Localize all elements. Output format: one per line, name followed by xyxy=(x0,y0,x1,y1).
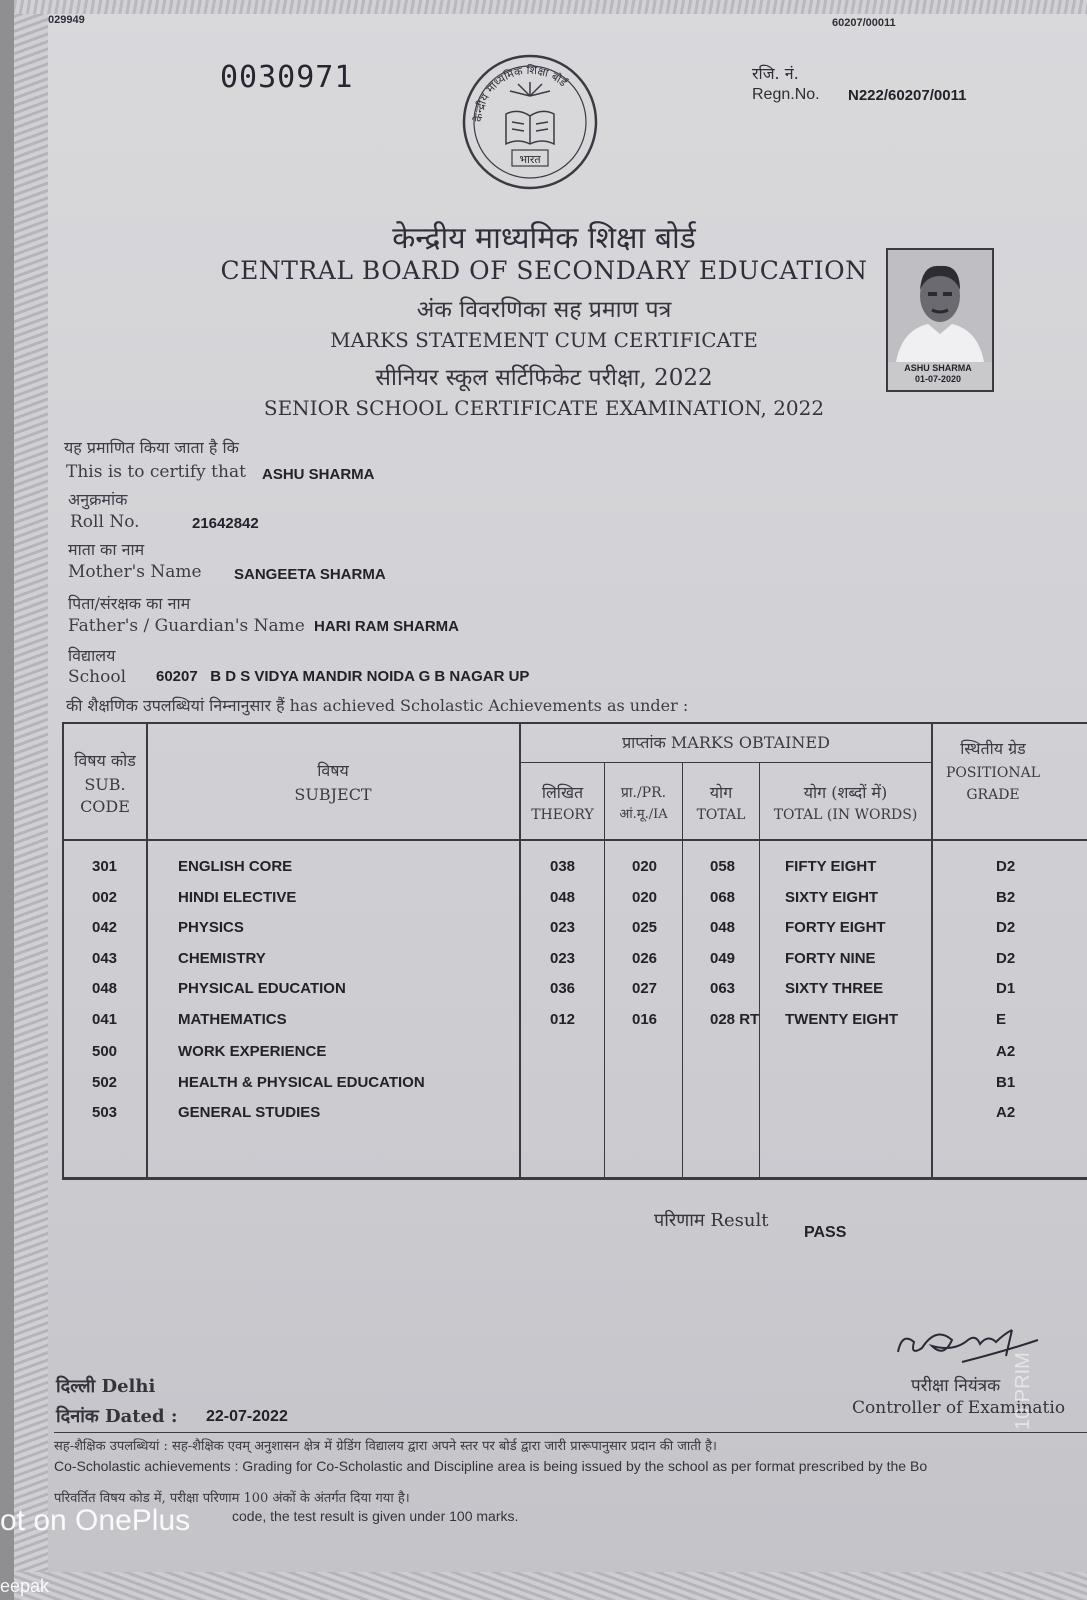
row-grade: E xyxy=(996,1010,1007,1028)
regn-label-hindi: रजि. नं. xyxy=(752,64,799,83)
header-grade-1: POSITIONAL xyxy=(945,765,1041,781)
row-total: 028 RT xyxy=(710,1010,760,1028)
father-label-hindi: पिता/संरक्षक का नाम xyxy=(68,594,191,613)
row-theory: 023 xyxy=(550,919,576,936)
row-subject: ENGLISH CORE xyxy=(178,858,293,875)
header-subject: SUBJECT xyxy=(294,785,372,804)
regn-label: Regn.No. xyxy=(752,86,820,103)
row-grade: B2 xyxy=(996,888,1016,906)
school-label-hindi: विद्यालय xyxy=(68,646,116,665)
header-theory: THEORY xyxy=(531,807,594,823)
header-marks-obtained: प्राप्तांक MARKS OBTAINED xyxy=(622,733,830,752)
camera-watermark-sub: eepak xyxy=(0,1576,50,1596)
header-total: TOTAL xyxy=(696,807,746,823)
student-portrait-icon xyxy=(888,250,992,362)
place-label: दिल्ली Delhi xyxy=(56,1376,156,1397)
result-value: PASS xyxy=(804,1224,847,1241)
header-subject-hindi: विषय xyxy=(317,761,349,780)
roll-label-hindi: अनुक्रमांक xyxy=(68,490,128,509)
emblem-arc-text: केन्द्रीय माध्यमिक शिक्षा बोर्ड xyxy=(471,63,570,123)
row-total: 049 xyxy=(710,949,736,967)
exam-title-hindi: सीनियर स्कूल सर्टिफिकेट परीक्षा, 2022 xyxy=(375,365,713,391)
certificate-number: 0030971 xyxy=(220,60,354,95)
footer-line2: code, the test result is given under 100 marks. xyxy=(232,1508,519,1524)
row-words: TWENTY EIGHT xyxy=(785,1010,899,1028)
row-code: 500 xyxy=(92,1043,118,1060)
cbse-emblem xyxy=(460,44,600,194)
header-pr: प्रा./PR. xyxy=(620,785,667,801)
left-border-pattern xyxy=(14,0,48,1600)
camera-watermark-side: 10 PRIM xyxy=(1012,1352,1034,1430)
serial-right: 60207/00011 xyxy=(832,17,896,29)
row-grade: D2 xyxy=(996,949,1016,967)
row-subject: PHYSICS xyxy=(178,919,244,936)
regn-number: N222/60207/0011 xyxy=(848,87,967,104)
row-words: SIXTY THREE xyxy=(785,980,884,997)
controller-label: Controller of Examinatio xyxy=(852,1398,1066,1418)
row-pr: 026 xyxy=(632,949,658,967)
row-subject: CHEMISTRY xyxy=(178,949,266,967)
row-theory: 048 xyxy=(550,888,576,906)
row-grade: D1 xyxy=(996,980,1016,997)
row-subject: GENERAL STUDIES xyxy=(178,1104,321,1121)
row-subject: HINDI ELECTIVE xyxy=(178,888,297,906)
school-name: 60207 B D S VIDYA MANDIR NOIDA G B NAGAR UP xyxy=(156,668,530,685)
row-grade: B1 xyxy=(996,1073,1016,1091)
footer-line2-hindi: परिवर्तित विषय कोड में, परीक्षा परिणाम 100 अंकों के अंतर्गत दिया गया है। xyxy=(54,1491,410,1506)
top-border-pattern xyxy=(14,0,1087,14)
doc-title: MARKS STATEMENT CUM CERTIFICATE xyxy=(330,328,758,352)
row-pr: 020 xyxy=(632,888,658,906)
row-code: 002 xyxy=(92,888,118,906)
student-photo xyxy=(886,248,994,392)
achievements-intro: की शैक्षणिक उपलब्धियां निम्नानुसार हैं has achieved Scholastic Achievements as under : xyxy=(66,696,689,715)
row-words: FIFTY EIGHT xyxy=(785,858,877,875)
serial-left: 029949 xyxy=(48,14,85,26)
row-total: 068 xyxy=(710,888,736,906)
row-theory: 036 xyxy=(550,980,576,997)
row-subject: WORK EXPERIENCE xyxy=(178,1043,327,1060)
result-label: परिणाम Result xyxy=(654,1210,769,1231)
row-code: 503 xyxy=(92,1104,118,1121)
father-name: HARI RAM SHARMA xyxy=(314,618,459,635)
row-grade: A2 xyxy=(996,1104,1016,1121)
row-grade: D2 xyxy=(996,858,1016,875)
mother-name: SANGEETA SHARMA xyxy=(234,566,386,583)
header-ia: आं.मू./IA xyxy=(619,807,668,822)
row-code: 042 xyxy=(92,919,118,936)
row-subject: PHYSICAL EDUCATION xyxy=(178,980,346,997)
header-code-2: CODE xyxy=(80,797,130,816)
mother-label-hindi: माता का नाम xyxy=(68,540,145,559)
header-grade-hindi: स्थितीय ग्रेड xyxy=(960,739,1026,758)
bottom-border-pattern xyxy=(14,1572,1087,1600)
row-total: 048 xyxy=(710,919,736,936)
header-theory-hindi: लिखित xyxy=(541,783,584,802)
exam-title: SENIOR SCHOOL CERTIFICATE EXAMINATION, 2022 xyxy=(263,396,825,420)
header-grade-2: GRADE xyxy=(966,787,1020,803)
student-name: ASHU SHARMA xyxy=(262,466,375,483)
row-theory: 038 xyxy=(550,858,576,875)
row-pr: 020 xyxy=(632,858,658,875)
certify-label-hindi: यह प्रमाणित किया जाता है कि xyxy=(64,438,239,457)
camera-watermark: ot on OnePlus xyxy=(0,1504,191,1537)
row-code: 502 xyxy=(92,1073,118,1091)
roll-label: Roll No. xyxy=(70,512,140,532)
row-pr: 027 xyxy=(632,980,658,997)
row-theory: 023 xyxy=(550,949,576,967)
row-total: 058 xyxy=(710,858,736,875)
row-theory: 012 xyxy=(550,1010,576,1028)
row-code: 301 xyxy=(92,858,118,875)
controller-hindi: परीक्षा नियंत्रक xyxy=(911,1376,1001,1396)
row-code: 048 xyxy=(92,980,118,997)
school-label: School xyxy=(68,667,127,687)
row-code: 041 xyxy=(92,1010,118,1028)
header-code-1: SUB. xyxy=(84,775,126,794)
header-words-hindi: योग (शब्दों में) xyxy=(803,783,888,802)
footer-line1: Co-Scholastic achievements : Grading for Co-Scholastic and Discipline area is being issued by the school as per format prescribed by the Bo xyxy=(54,1458,928,1474)
row-words: FORTY EIGHT xyxy=(785,919,886,936)
dated-value: 22-07-2022 xyxy=(206,1408,288,1425)
row-grade: A2 xyxy=(996,1043,1016,1060)
header-code-hindi: विषय कोड xyxy=(74,751,136,770)
board-name: CENTRAL BOARD OF SECONDARY EDUCATION xyxy=(220,256,868,285)
emblem-bottom-text: भारत xyxy=(519,153,541,166)
row-grade: D2 xyxy=(996,919,1016,936)
roll-number: 21642842 xyxy=(192,515,259,532)
header-total-hindi: योग xyxy=(709,783,733,802)
certify-label: This is to certify that xyxy=(66,462,246,482)
photo-date: 01-07-2020 xyxy=(914,374,962,384)
mother-label: Mother's Name xyxy=(68,562,202,582)
marks-table xyxy=(62,722,1087,1182)
doc-title-hindi: अंक विवरणिका सह प्रमाण पत्र xyxy=(416,297,672,323)
row-pr: 016 xyxy=(632,1010,658,1028)
row-words: FORTY NINE xyxy=(785,949,876,967)
dated-label: दिनांक Dated : xyxy=(56,1406,178,1427)
row-words: SIXTY EIGHT xyxy=(785,888,879,906)
cbse-emblem-icon xyxy=(460,44,600,194)
row-total: 063 xyxy=(710,980,736,997)
certificate-paper xyxy=(14,0,1087,1600)
header-words: TOTAL (IN WORDS) xyxy=(773,807,918,823)
footer-line1-hindi: सह-शैक्षिक उपलब्धियां : सह-शैक्षिक एवम् अनुशासन क्षेत्र में ग्रेडिंग विद्यालय द्वारा अपने स्तर पर बोर्ड द्वारा जारी प्रारूपानुसार प्रदान की जाती है। xyxy=(54,1439,717,1454)
photo-name: ASHU SHARMA xyxy=(904,363,972,373)
row-pr: 025 xyxy=(632,919,658,936)
father-label: Father's / Guardian's Name xyxy=(68,616,305,636)
row-subject: MATHEMATICS xyxy=(178,1010,287,1028)
board-name-hindi: केन्द्रीय माध्यमिक शिक्षा बोर्ड xyxy=(392,221,696,256)
row-subject: HEALTH & PHYSICAL EDUCATION xyxy=(178,1073,425,1091)
row-code: 043 xyxy=(92,949,118,967)
